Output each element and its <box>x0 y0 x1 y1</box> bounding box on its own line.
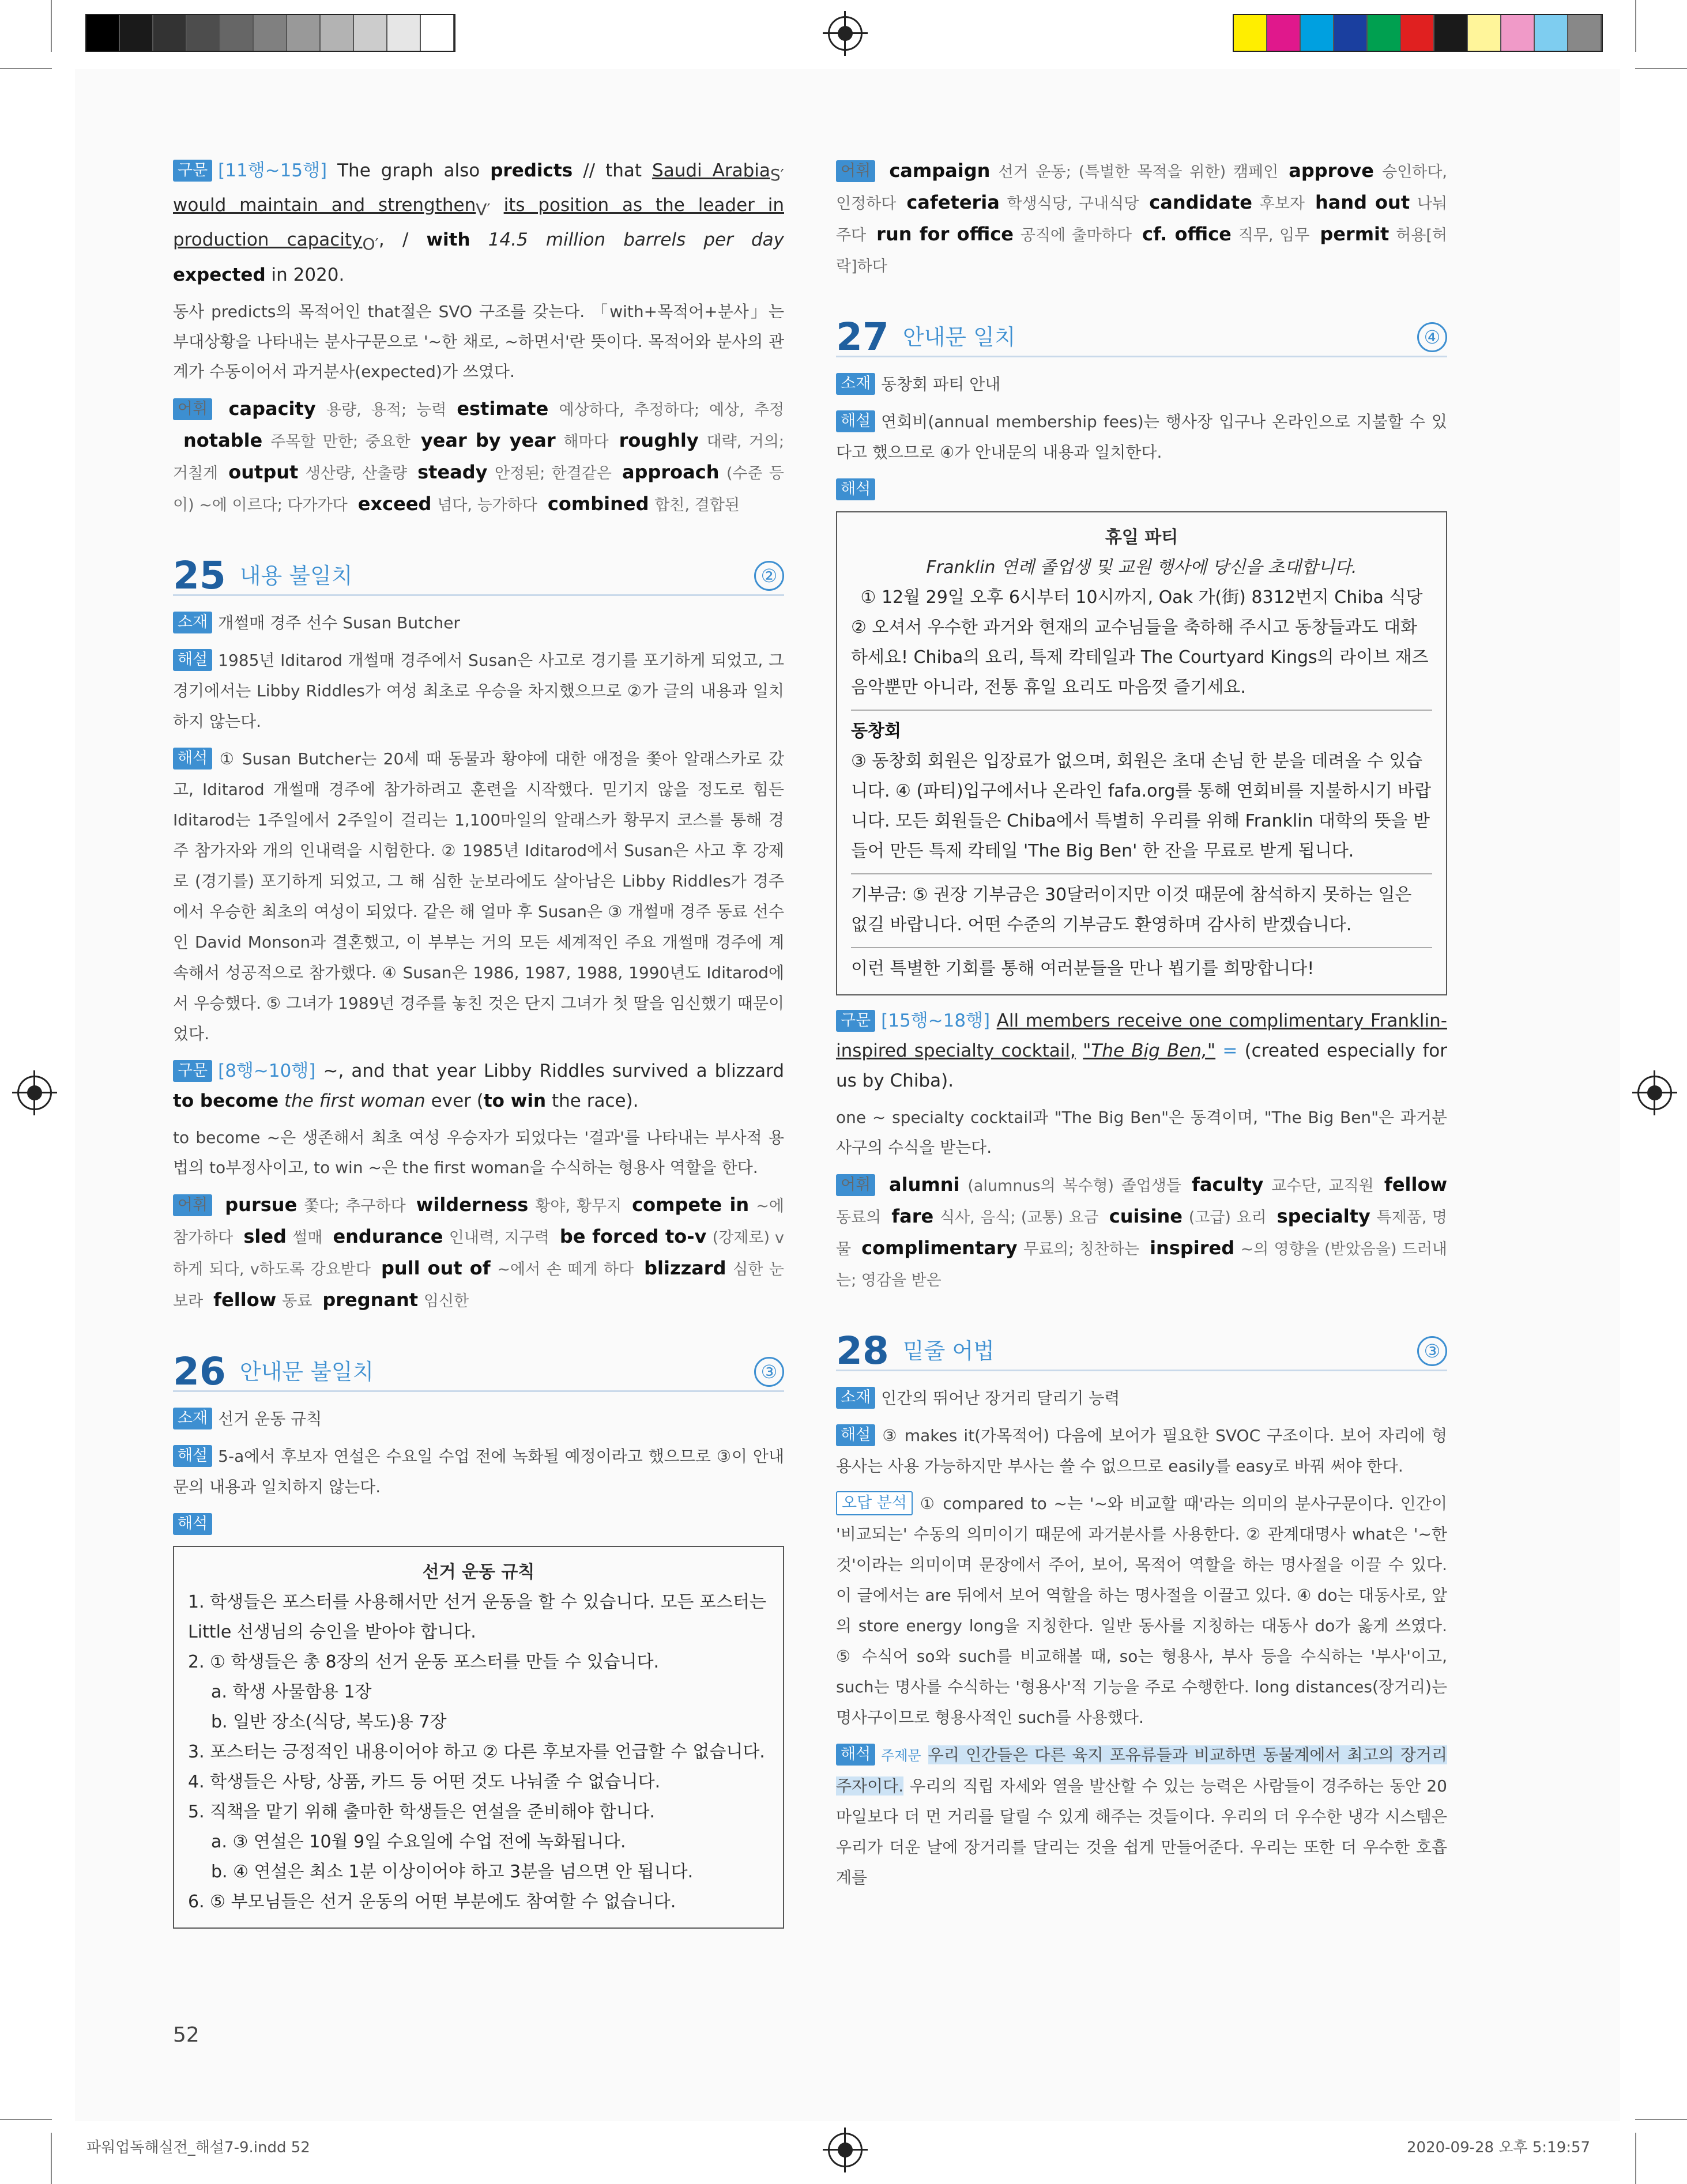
campaign-rules-box <box>173 1546 784 1929</box>
color-swatch <box>1401 15 1434 51</box>
registration-mark-top <box>828 16 863 51</box>
gray-swatch <box>387 15 421 51</box>
vocab-list-24 <box>173 394 784 520</box>
vocab-meaning: 대략, 거의; 거칠게 <box>173 432 785 482</box>
rule-item: 6. ⑤ 부모님들은 선거 운동의 어떤 부분에도 참여할 수 없습니다. <box>188 1891 676 1912</box>
color-swatch <box>1535 15 1568 51</box>
box-line-4: 기부금: ⑤ 권장 기부금은 30달러이지만 이것 때문에 참석하지 못하는 일은 없길 바랍니다. 어떤 수준의 기부금도 환영하며 감사히 받겠습니다. <box>851 873 1432 940</box>
vocab-word: complimentary <box>861 1237 1018 1259</box>
vocab-meaning: 썰매 <box>292 1228 323 1247</box>
box-line-2: ② 오셔서 우수한 과거와 현재의 교수님들을 축하해 주시고 동창들과도 대화하세요! Chiba의 요리, 특제 칵테일과 The Courtyard Kings의 라이브 재즈 음악뿐만 아니라, 전통 휴일 요리도 마음껏 즐기세요. <box>851 617 1429 697</box>
question-title: 내용 불일치 <box>239 563 353 589</box>
question-title: 안내문 불일치 <box>239 1359 374 1385</box>
rule-item: b. ④ 연설은 최소 1분 이상이어야 하고 3분을 넘으면 안 됩니다. <box>211 1861 694 1882</box>
rule-item: a. 학생 사물함용 1장 <box>211 1681 372 1702</box>
haeseol-26: 해설 5-a에서 후보자 연설은 수요일 수업 전에 녹화될 예정이라고 했으므로 ③이 안내문의 내용과 일치하지 않는다. <box>173 1441 784 1502</box>
gumun-25: 구문 [8행~10행] ~, and that year Libby Riddles survived a blizzard to become the first woman ever (to win the race). <box>173 1060 784 1111</box>
box-subtitle: Franklin 연례 졸업생 및 교원 행사에 당신을 초대합니다. <box>926 557 1357 578</box>
vocab-word: hand out <box>1315 191 1410 213</box>
vocab-meaning: 동료의 <box>836 1209 882 1227</box>
vocab-word: output <box>228 461 299 483</box>
color-swatch <box>1501 15 1535 51</box>
rules-list <box>188 1587 769 1917</box>
box-line-1: ① 12월 29일 오후 6시부터 10시까지, Oak 가(街) 8312번지 Chiba 식당 <box>860 587 1423 608</box>
crop-mark <box>1635 68 1687 69</box>
vocab-word: approach <box>622 461 720 483</box>
vocab-meaning: 교수단, 교직원 <box>1271 1177 1374 1195</box>
vocab-meaning: 해마다 <box>563 432 609 451</box>
vocab-meaning: 무료의; 칭찬하는 <box>1023 1240 1140 1258</box>
vocab-meaning: 쫓다; 추구하다 <box>304 1197 406 1215</box>
vocab-list-26: 어휘 campaign 선거 운동; (특별한 목적을 위한) 캠페인 approve 승인하다, 인정하다 cafeteria 학생식당, 구내식당 candidate 후보자 hand out 나눠주다 run for office 공직에 출마하다 cf. office 직무, 임무 permit 허용[허락]하다 <box>836 160 1448 276</box>
vocab-tag: 어휘 <box>173 398 212 420</box>
vocab-word: capacity <box>228 397 316 420</box>
vocab-word: wilderness <box>416 1193 529 1216</box>
question-title: 밑줄 어법 <box>902 1338 995 1364</box>
vocab-word: estimate <box>457 397 549 420</box>
holiday-party-box <box>836 511 1447 995</box>
haeseok-25: 해석 ① Susan Butcher는 20세 때 동물과 황야에 대한 애정을 쫓아 알래스카로 갔고, Iditarod 개썰매 경주에 참가하려고 훈련을 시작했다. 믿기지 않을 정도로 힘든 Iditarod는 1주일에서 2주일이 걸리는 1,100마일의 알래스카 황무지 코스를 통해 경주 참가자와 개의 인내력을 시험한다. ② 1985년 Iditarod에서 Susan은 사고 후 강제로 (경기를) 포기하게 되었고, 그 해 심한 눈보라에도 살아남은 Libby Riddles가 경주에서 우승한 최초의 여성이 되었다. 같은 해 얼마 후 Susan은 ③ 개썰매 경주 동료 선수인 David Monson과 결혼했고, 이 부부는 거의 모든 세계적인 주요 개썰매 경주에 계속해서 성공적으로 참가했다. ④ Susan은 1986, 1987, 1988, 1990년도 Iditarod에서 우승했다. ⑤ 그녀가 1989년 경주를 놓친 것은 단지 그녀가 첫 딸을 임신했기 때문이었다. <box>173 744 784 1049</box>
vocab-word: be forced to-v <box>559 1225 707 1247</box>
vocab-meaning: ~에서 손 떼게 하다 <box>497 1260 634 1278</box>
question-28-header <box>836 1329 1447 1373</box>
vocab-word: cuisine <box>1109 1205 1183 1227</box>
crop-mark <box>0 68 52 69</box>
vocab-word: faculty <box>1191 1174 1264 1195</box>
color-swatch <box>1234 15 1267 51</box>
vocab-meaning: 넘다, 능가하다 <box>437 496 537 514</box>
sojae-27: 소재 동창회 파티 안내 <box>836 369 1447 399</box>
haeseol-28: 해설 ③ makes it(가목적어) 다음에 보어가 필요한 SVOC 구조이다. 보어 자리에 형용사는 사용 가능하지만 부사는 쓸 수 없으므로 easily를 easy로 바꿔 써야 한다. <box>836 1420 1447 1481</box>
rule-item: 3. 포스터는 긍정적인 내용이어야 하고 ② 다른 후보자를 언급할 수 없습니다. <box>188 1741 765 1762</box>
vocab-word: roughly <box>619 429 699 451</box>
question-number: 27 <box>836 315 889 359</box>
vocab-list-27: 어휘 alumni (alumnus의 복수형) 졸업생들 faculty 교수단, 교직원 fellow 동료의 fare 식사, 음식; (교통) 요금 cuisine (고급) 요리 specialty 특제품, 명물 complimentary 무료의; 칭찬하는 inspired ~의 영향을 (받았음을) 드러내는; 영감을 받은 <box>836 1174 1448 1289</box>
vocab-word: compete in <box>632 1193 750 1216</box>
gray-swatch <box>187 15 220 51</box>
gray-swatch <box>421 15 454 51</box>
vocab-word: specialty <box>1276 1205 1370 1227</box>
gumun-explanation: 동사 predicts의 목적어인 that절은 SVO 구조를 갖는다. 「with+목적어+분사」는 부대상황을 나타내는 분사구문으로 '~한 채로, ~하면서'란 뜻이다. 목적어와 분사의 관계가 수동이어서 과거분사(expected)가 쓰였다. <box>173 301 784 381</box>
vocab-list-25: 어휘 pursue 쫓다; 추구하다 wilderness 황야, 황무지 compete in ~에 참가하다 sled 썰매 endurance 인내력, 지구력 be forced to-v (강제로) v하게 되다, v하도록 강요받다 pull out of ~에서 손 떼게 하다 blizzard 심한 눈보라 fellow 동료 pregnant 임신한 <box>173 1193 785 1311</box>
box-line-5: 이런 특별한 기회를 통해 여러분들을 만나 뵙기를 희망합니다! <box>851 947 1432 984</box>
vocab-meaning: 나눠주다 <box>836 195 1448 244</box>
box-title: 휴일 파티 <box>1105 527 1178 548</box>
vocab-meaning: (alumnus의 복수형) 졸업생들 <box>967 1177 1181 1195</box>
vocab-word: year by year <box>420 429 556 451</box>
question-number: 28 <box>836 1329 889 1373</box>
vocab-meaning: 동료 <box>282 1292 312 1310</box>
verb-phrase: would maintain and strengthen <box>173 195 476 216</box>
vocab-word: cf. office <box>1142 223 1232 245</box>
sojae-25: 소재 개썰매 경주 선수 Susan Butcher <box>173 608 784 638</box>
color-swatch <box>1368 15 1401 51</box>
haeseol-27: 해설 연회비(annual membership fees)는 행사장 입구나 온라인으로 지불할 수 있다고 했으므로 ④가 안내문의 내용과 일치한다. <box>836 406 1447 467</box>
vocab-word: candidate <box>1149 191 1252 213</box>
question-number: 25 <box>173 553 226 598</box>
gumun-tag: 구문 <box>173 160 212 182</box>
vocab-meaning: 직무, 임무 <box>1238 227 1310 244</box>
gray-swatch <box>287 15 321 51</box>
color-swatch <box>1468 15 1501 51</box>
crop-mark <box>1635 2133 1636 2184</box>
vocab-word: fellow <box>213 1288 277 1311</box>
box-title: 선거 운동 규칙 <box>422 1561 535 1582</box>
vocab-meaning: 허용[허락]하다 <box>836 227 1447 276</box>
color-swatch <box>1267 15 1301 51</box>
gray-swatch <box>120 15 153 51</box>
answer-badge: ③ <box>754 1357 784 1387</box>
vocab-meaning: 인내력, 지구력 <box>449 1228 549 1247</box>
rule-item: 5. 직책을 맡기 위해 출마한 학생들은 연설을 준비해야 합니다. <box>188 1801 655 1822</box>
vocab-word: notable <box>183 429 263 451</box>
question-27-header <box>836 315 1447 359</box>
registration-mark-bottom <box>828 2133 863 2167</box>
registration-mark-left <box>17 1076 52 1110</box>
answer-badge: ② <box>754 561 784 591</box>
date-slug: 2020-09-28 오후 5:19:57 <box>1407 2139 1591 2156</box>
vocab-word: blizzard <box>644 1257 726 1279</box>
crop-mark <box>1635 2119 1687 2120</box>
vocab-meaning: 공직에 출마하다 <box>1020 227 1132 244</box>
answer-badge: ③ <box>1417 1336 1447 1366</box>
sojae-28: 소재 인간의 뛰어난 장거리 달리기 능력 <box>836 1383 1447 1413</box>
vocab-meaning: 생산량, 산출량 <box>305 464 408 482</box>
color-swatch <box>1568 15 1602 51</box>
registration-mark-right <box>1637 1076 1672 1110</box>
box-line-3: ③ 동창회 회원은 입장료가 없으며, 회원은 초대 손님 한 분을 데려올 수 있습니다. ④ (파티)입구에서나 온라인 fafa.org를 통해 연회비를 지불하시기 바랍니다. 모든 회원들은 Chiba에서 특별히 우리를 위해 Franklin 대학의 뜻을 받들어 만든 특제 칵테일 'The Big Ben' 한 잔을 무료로 받게 됩니다. <box>851 751 1432 861</box>
vocab-meaning: ~에 참가하다 <box>173 1197 785 1247</box>
subject-phrase: Saudi Arabia <box>652 160 770 181</box>
gumun-25-explanation: to become ~은 생존해서 최초 여성 우승자가 되었다는 '결과'를 나타내는 부사적 용법의 to부정사이고, to win ~은 the first woman을 수식하는 형용사 역할을 한다. <box>173 1127 784 1177</box>
crop-mark <box>51 2133 52 2184</box>
rule-item: b. 일반 장소(식당, 복도)용 7장 <box>211 1711 447 1732</box>
vocab-word: inspired <box>1150 1237 1235 1259</box>
vocab-meaning: 안정된; 한결같은 <box>495 464 612 482</box>
haeseok-26-label: 해석 <box>173 1509 784 1539</box>
odap-28: 오답 분석 ① compared to ~는 '~와 비교할 때'라는 의미의 분사구문이다. 인간이 '비교되는' 수동의 의미이기 때문에 과거분사를 사용한다. ② 관계대명사 what은 '~한 것'이라는 의미이며 문장에서 주어, 보어, 목적어 역할을 하는 명사절을 이끌 수 있다. 이 글에서는 are 뒤에서 보어 역할을 하는 명사절을 이끌고 있다. ④ do는 대동사로, 앞의 store energy long을 지칭한다. 일반 동사를 지칭하는 대동사 do가 옳게 쓰였다. ⑤ 수식어 so와 such를 비교해볼 때, so는 형용사, 부사 등을 수식하는 '부사'이고, such는 명사를 수식하는 '형용사'적 기능을 주로 수행한다. long distances(장거리)는 명사구이므로 형용사적인 such를 사용했다. <box>836 1488 1447 1733</box>
vocab-word: pull out of <box>381 1257 491 1279</box>
answer-badge: ④ <box>1417 322 1447 352</box>
question-number: 26 <box>173 1349 226 1394</box>
gray-swatch <box>354 15 387 51</box>
gumun-27: 구문 [15행~18행] All members receive one complimentary Franklin-inspired specialty cocktail, "The Big Ben," = (created especially for us by Chiba). <box>836 1010 1448 1091</box>
vocab-meaning: 용량, 용적; 능력 <box>326 401 447 419</box>
left-column <box>173 156 784 1939</box>
apposition-mark: = <box>1222 1040 1238 1061</box>
gray-swatch <box>321 15 354 51</box>
vocab-meaning: 후보자 <box>1259 195 1305 213</box>
vocab-word: run for office <box>876 223 1014 245</box>
vocab-word: steady <box>417 461 488 483</box>
vocab-meaning: 식사, 음식; (교통) 요금 <box>939 1209 1099 1227</box>
gumun-27-explanation: one ~ specialty cocktail과 "The Big Ben"은 동격이며, "The Big Ben"은 과거분사구의 수식을 받는다. <box>836 1108 1447 1157</box>
object-phrase: its position as the leader in production capacity <box>173 195 784 251</box>
vocab-word: approve <box>1289 160 1374 182</box>
vocab-word: cafeteria <box>906 191 1000 213</box>
color-bar <box>1233 14 1603 52</box>
file-slug: 파워업독해실전_해설7-9.indd 52 <box>86 2139 310 2156</box>
vocab-meaning: 심한 눈보라 <box>173 1260 784 1310</box>
color-swatch <box>1301 15 1334 51</box>
vocab-meaning: 합친, 결합된 <box>654 496 740 514</box>
color-swatch <box>1334 15 1368 51</box>
vocab-meaning: ~의 영향을 (받았음을) 드러내는; 영감을 받은 <box>836 1240 1448 1289</box>
page-number: 52 <box>173 2023 199 2047</box>
gray-swatch <box>86 15 120 51</box>
vocab-word: combined <box>547 492 649 515</box>
vocab-word: permit <box>1320 223 1389 245</box>
grayscale-bar <box>85 14 455 52</box>
box-alumni-heading: 동창회 <box>851 710 1432 746</box>
haeseok-27-label: 해석 <box>836 474 1447 504</box>
rule-item: 2. ① 학생들은 총 8장의 선거 운동 포스터를 만들 수 있습니다. <box>188 1651 660 1672</box>
vocab-word: endurance <box>333 1225 443 1247</box>
vocab-word: exceed <box>357 492 432 515</box>
rule-item: 4. 학생들은 사탕, 상품, 카드 등 어떤 것도 나눠줄 수 없습니다. <box>188 1771 661 1792</box>
crop-mark <box>1635 0 1636 52</box>
vocab-meaning: 특제품, 명물 <box>836 1209 1447 1258</box>
crop-mark <box>51 0 52 52</box>
vocab-meaning: 주목할 만한; 중요한 <box>270 432 411 451</box>
rule-item: 1. 학생들은 포스터를 사용해서만 선거 운동을 할 수 있습니다. 모든 포스터는 Little 선생님의 승인을 받아야 합니다. <box>188 1591 766 1642</box>
vocab-meaning: (수준 등이) ~에 이르다; 다가가다 <box>173 464 784 514</box>
question-title: 안내문 일치 <box>902 325 1016 350</box>
vocab-word: alumni <box>889 1174 960 1195</box>
vocab-meaning: 선거 운동; (특별한 목적을 위한) 캠페인 <box>998 163 1279 181</box>
vocab-word: fellow <box>1384 1174 1447 1195</box>
vocab-meaning: 임신한 <box>423 1292 469 1310</box>
haeseol-25: 해설 1985년 Iditarod 개썰매 경주에서 Susan은 사고로 경기를 포기하게 되었고, 그 경기에서는 Libby Riddles가 여성 최초로 우승을 차지했으므로 ②가 글의 내용과 일치하지 않는다. <box>173 645 784 737</box>
vocab-meaning: 학생식당, 구내식당 <box>1007 195 1139 213</box>
vocab-word: sled <box>243 1225 287 1247</box>
gray-swatch <box>153 15 187 51</box>
crop-mark <box>0 2119 52 2120</box>
vocab-meaning: 황야, 황무지 <box>535 1197 622 1215</box>
vocab-word: pregnant <box>322 1288 419 1311</box>
vocab-word: fare <box>891 1205 934 1227</box>
question-25-header <box>173 553 784 598</box>
vocab-word: campaign <box>889 160 991 182</box>
vocab-meaning: (고급) 요리 <box>1188 1209 1267 1227</box>
vocab-meaning: (강제로) v하게 되다, v하도록 강요받다 <box>173 1228 784 1278</box>
right-column <box>836 156 1447 1900</box>
question-26-header <box>173 1349 784 1394</box>
vocab-meaning: 예상하다, 추정하다; 예상, 추정 <box>559 401 785 419</box>
sojae-26: 소재 선거 운동 규칙 <box>173 1404 784 1434</box>
theme-sentence: 우리 인간들은 다른 육지 포유류들과 비교하면 동물계에서 최고의 장거리 주자이다. <box>836 1745 1447 1796</box>
gumun-11-15: 구문 [11행~15행] The graph also predicts // that Saudi Arabia$_{S'}$ would maintain and strengthen$_{V'}$ its position as the leader in production capacity$_{O'}$, / with 14.5 million barrels per day expected in 2020. <box>173 160 785 285</box>
rule-item: a. ③ 연설은 10월 9일 수요일에 수업 전에 녹화됩니다. <box>211 1831 626 1852</box>
vocab-meaning: 승인하다, 인정하다 <box>836 163 1448 213</box>
vocab-word: pursue <box>225 1193 298 1216</box>
gray-swatch <box>254 15 287 51</box>
haeseok-28: 해석 주제문 우리 인간들은 다른 육지 포유류들과 비교하면 동물계에서 최고의 장거리 주자이다. 우리의 직립 자세와 열을 발산할 수 있는 능력은 사람들이 경주하는 동안 20마일보다 더 먼 거리를 달릴 수 있게 해주는 것들이다. 우리의 더 우수한 냉각 시스템은 우리가 더운 날에 장거리를 달리는 것을 쉽게 만들어준다. 우리는 또한 더 우수한 호흡계를 <box>836 1740 1447 1893</box>
color-swatch <box>1434 15 1468 51</box>
gray-swatch <box>220 15 254 51</box>
